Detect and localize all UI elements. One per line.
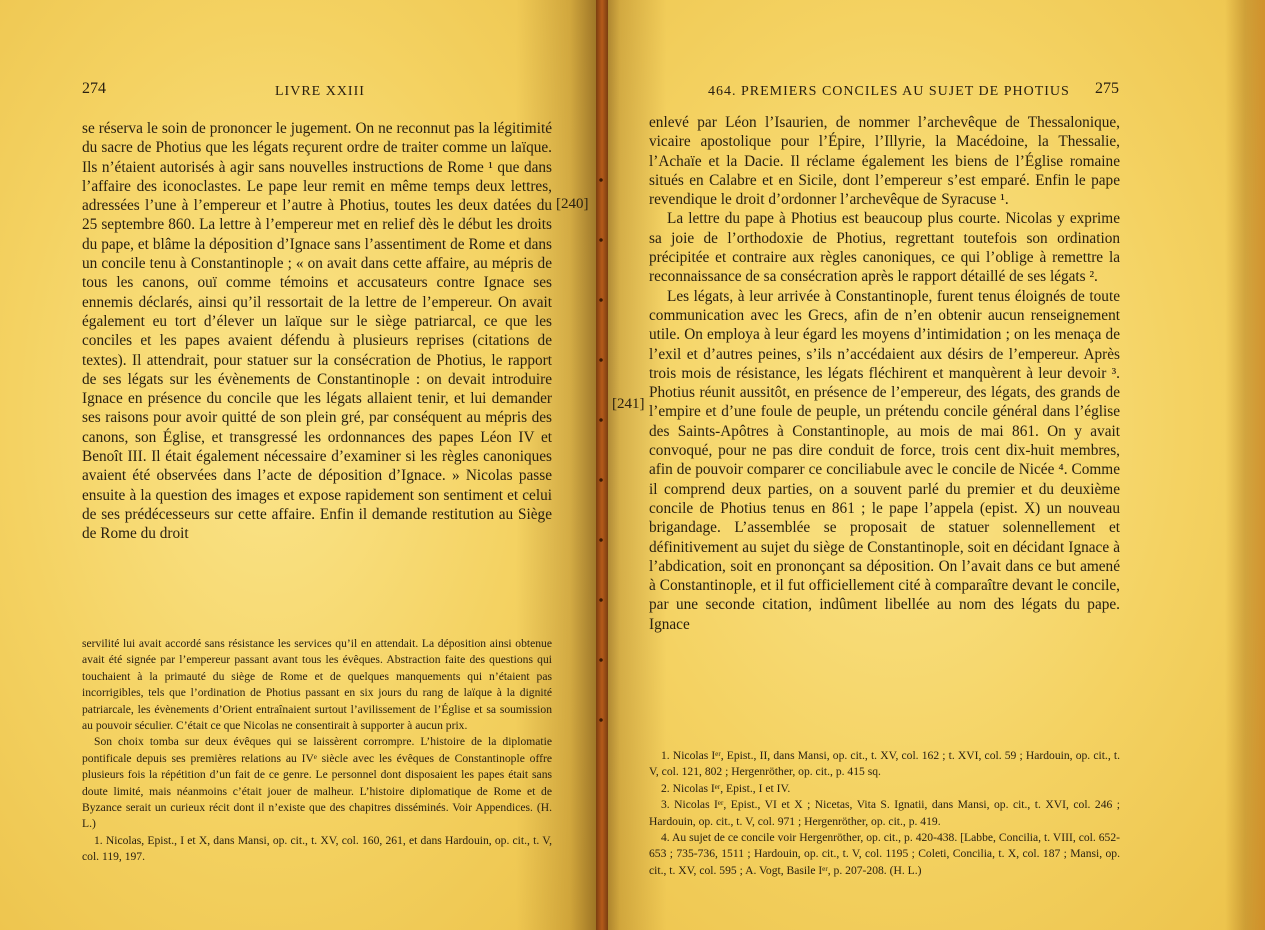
- right-paragraph: La lettre du pape à Photius est beaucoup plus courte. Nicolas y exprime sa joie de l’orthodoxie de Photius, regrettant toutefois son ordination précipitée et contraire aux règles canoniques, ce qui l’oblige à remettre la reconnaissance de sa consécration après le rapport détaillé de ses légats ².: [649, 210, 1120, 286]
- right-page-number: 275: [1095, 80, 1119, 97]
- right-page: [600, 0, 1265, 930]
- left-page-number: 274: [82, 80, 106, 97]
- right-body-text: [649, 113, 1120, 634]
- right-footnote: 1. Nicolas Iᵉʳ, Epist., II, dans Mansi, op. cit., t. XV, col. 162 ; t. XVI, col. 59 ; Hardouin, op. cit., t. V, col. 121, 802 ; Hergenröther, op. cit., p. 415 sq.: [649, 749, 1120, 779]
- right-footnote: 4. Au sujet de ce concile voir Hergenröther, op. cit., p. 420-438. [Labbe, Concilia, t. VIII, col. 652-653 ; 735-736, 1511 ; Hardouin, op. cit., t. V, col. 1195 ; Coleti, Concilia, t. X, col. 187 ; Mansi, op. cit., t. XV, col. 595 ; A. Vogt, Basile Iᵉʳ, p. 207-208. (H. L.): [649, 831, 1120, 877]
- left-footnote: servilité lui avait accordé sans résistance les services qu’il en attendait. La déposition ainsi obtenue avait été signée par l’empereur passant avant tous les évêques. Abstraction faite des questions qui touchaient à la primauté du siège de Rome et de quelques manquements qui n’étaient pas incorrigibles, tels que l’ordination de Photius passant en six jours du rang de laïque à la dignité patriarcale, les évènements d’Orient entraînaient surtout l’avilissement de l’Église et sa soumission au pouvoir séculier. C’était ce que Nicolas ne consentirait à supporter à aucun prix.: [82, 637, 552, 733]
- left-page: [0, 0, 600, 930]
- right-footnote: 2. Nicolas Iᵉʳ, Epist., I et IV.: [661, 781, 791, 795]
- left-footnotes: [82, 636, 552, 866]
- left-paragraph: se réserva le soin de prononcer le jugement. On ne reconnut pas la légitimité du sacre de Photius que les légats reçurent ordre de traiter comme un laïque. Ils n’étaient autorisés à agir sans nouvelles instructions de Rome ¹ que dans l’affaire des iconoclastes. Le pape leur remit en même temps deux lettres, adressées l’une à l’empereur et l’autre à Photius, toutes les deux datées du 25 septembre 860. La lettre à l’empereur met en relief dès le début les droits du pape, et blâme la déposition d’Ignace sans l’assentiment de Rome et dans un concile tenu à Constantinople ; « on avait dans cette affaire, au mépris de tous les canons, ouï comme témoins et accusateurs contre Ignace ses ennemis déclarés, ainsi qu’il ressortait de la lettre de l’empereur. On avait également eu tort d’élever un laïque sur le siège patriarcal, ce que les conciles et les papes avaient défendu à plusieurs reprises (citations de textes). Il attendrait, pour statuer sur la consécration de Photius, le rapport de ses légats sur les évènements de Constantinople : on devait introduire Ignace en présence du concile que les légats allaient tenir, et lui demander ses raisons pour avoir quitté de son plein gré, par conséquent au mépris des canons, son Église, et transgressé les ordonnances des papes Léon IV et Benoît III. Il était également nécessaire d’examiner si les règles canoniques avaient été observées dans l’acte de déposition d’Ignace. » Nicolas passe ensuite à la question des images et expose rapidement son sentiment et celui de ses prédécesseurs sur cette affaire. Enfin il demande restitution au Siège de Rome du droit: [82, 120, 552, 543]
- left-marginal-number: [240]: [556, 196, 589, 212]
- right-footnote: 3. Nicolas Iᵉʳ, Epist., VI et X ; Nicetas, Vita S. Ignatii, dans Mansi, op. cit., t. XVI, col. 246 ; Hardouin, op. cit., t. V, col. 971 ; Hergenröther, op. cit., p. 419.: [649, 798, 1120, 828]
- left-body-text: [82, 119, 552, 544]
- left-running-head: LIVRE XXIII: [275, 84, 365, 99]
- right-footnotes: [649, 748, 1120, 879]
- left-footnote: Son choix tomba sur deux évêques qui se laissèrent corrompre. L’histoire de la diplomatie pontificale depuis ses premières relations au IVᵉ siècle avec les évêques de Constantinople offre plusieurs fois la répétition d’un fait de ce genre. Le personnel dont disposaient les papes était sans doute limité, mais néanmoins c’était jouer de malheur. L’histoire diplomatique de Rome et de Byzance serait un curieux récit dont il n’existe que des chapitres disséminés. Voir Appendices. (H. L.): [82, 735, 552, 831]
- right-marginal-number: [241]: [612, 396, 645, 412]
- right-paragraph: enlevé par Léon l’Isaurien, de nommer l’archevêque de Thessalonique, vicaire apostolique pour l’Épire, l’Illyrie, la Macédoine, la Thessalie, l’Achaïe et la Dacie. Il réclame également les biens de l’Église romaine situés en Calabre et en Sicile, dont l’empereur s’est emparé. Enfin le pape revendique le droit d’ordonner l’archevêque de Syracuse ¹.: [649, 114, 1120, 209]
- right-running-head: 464. PREMIERS CONCILES AU SUJET DE PHOTIUS: [708, 84, 1070, 99]
- spine-stitching: [598, 150, 604, 750]
- right-paragraph: Les légats, à leur arrivée à Constantinople, furent tenus éloignés de toute communication avec les Grecs, afin de n’en obtenir aucun renseignement utile. On employa à leur égard les moyens d’intimidation ; on les menaça de l’exil et d’autres peines, s’ils n’accédaient aux désirs de l’empereur. Après trois mois de résistance, les légats fléchirent et manquèrent à leur devoir ³. Photius réunit aussitôt, en présence de l’empereur, des légats, des grands de l’empire et d’une foule de peuple, un prétendu concile général dans l’église des Saints-Apôtres à Constantinople, au mois de mai 861. On y avait convoqué, pour ne pas dire conduit de force, trois cent dix-huit membres, afin de pouvoir comparer ce conciliabule avec le concile de Nicée ⁴. Comme il comprend deux parties, on a souvent parlé du premier et du deuxième concile de Photius tenus en 861 ; le pape l’appela (epist. X) un nouveau brigandage. L’assemblée se proposait de statuer solennellement et définitivement au sujet du siège de Constantinople, soit en décidant Ignace à l’abdication, soit en prononçant sa déposition. On l’avait dans ce but amené à Constantinople, et il fut officiellement cité à comparaître devant le concile, par une seconde citation, indûment libellée au nom des légats du pape. Ignace: [649, 287, 1120, 633]
- left-footnote: 1. Nicolas, Epist., I et X, dans Mansi, op. cit., t. XV, col. 160, 261, et dans Hardouin, op. cit., t. V, col. 119, 197.: [82, 833, 552, 864]
